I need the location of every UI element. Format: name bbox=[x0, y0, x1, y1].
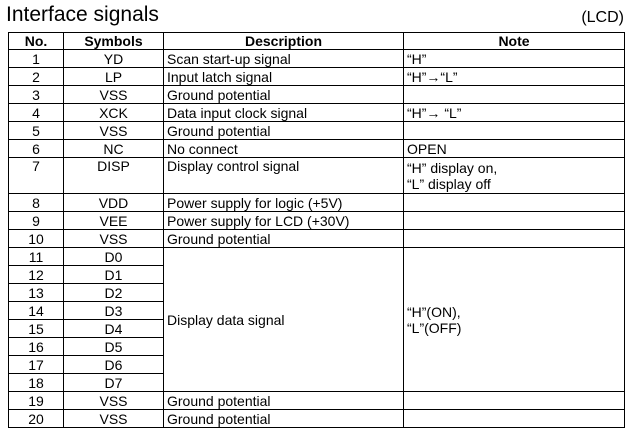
table-row bbox=[9, 104, 625, 122]
pin-symbol: VDD bbox=[64, 194, 164, 212]
pin-symbol: D5 bbox=[64, 338, 164, 356]
pin-symbol: YD bbox=[64, 50, 164, 68]
header-description: Description bbox=[164, 33, 404, 50]
pin-description: Display control signal bbox=[164, 158, 404, 194]
pin-symbol: VSS bbox=[64, 410, 164, 428]
pin-note: OPEN bbox=[404, 140, 625, 158]
pin-symbol: DISP bbox=[64, 158, 164, 194]
unit-label: (LCD) bbox=[581, 9, 624, 26]
table-row bbox=[9, 194, 625, 212]
header-no: No. bbox=[9, 33, 64, 50]
pin-symbol: NC bbox=[64, 140, 164, 158]
pin-description: Input latch signal bbox=[164, 68, 404, 86]
pin-description: Ground potential bbox=[164, 230, 404, 248]
data-signal-description: Display data signal bbox=[164, 248, 404, 392]
pin-number: 12 bbox=[9, 266, 64, 284]
table-row bbox=[9, 410, 625, 428]
pin-number: 14 bbox=[9, 302, 64, 320]
pin-description: Power supply for logic (+5V) bbox=[164, 194, 404, 212]
pin-number: 8 bbox=[9, 194, 64, 212]
pin-description: Power supply for LCD (+30V) bbox=[164, 212, 404, 230]
pin-symbol: D7 bbox=[64, 374, 164, 392]
pin-symbol: D4 bbox=[64, 320, 164, 338]
table-row bbox=[9, 122, 625, 140]
pin-note bbox=[404, 122, 625, 140]
table-row bbox=[9, 140, 625, 158]
header-note: Note bbox=[404, 33, 625, 50]
pin-number: 11 bbox=[9, 248, 64, 266]
pin-note bbox=[404, 212, 625, 230]
table-row bbox=[9, 230, 625, 248]
pin-number: 18 bbox=[9, 374, 64, 392]
table-row bbox=[9, 248, 625, 266]
pin-symbol: VSS bbox=[64, 86, 164, 104]
pin-symbol: XCK bbox=[64, 104, 164, 122]
pin-number: 6 bbox=[9, 140, 64, 158]
table-row bbox=[9, 212, 625, 230]
pin-number: 4 bbox=[9, 104, 64, 122]
pin-description: Ground potential bbox=[164, 122, 404, 140]
pin-description: No connect bbox=[164, 140, 404, 158]
pin-number: 19 bbox=[9, 392, 64, 410]
pin-note: “H” bbox=[404, 50, 625, 68]
pin-note: “H”→ “L” bbox=[404, 104, 625, 122]
pin-number: 13 bbox=[9, 284, 64, 302]
pin-symbol: D6 bbox=[64, 356, 164, 374]
table-header-row bbox=[9, 33, 625, 50]
table-row bbox=[9, 392, 625, 410]
pin-symbol: VEE bbox=[64, 212, 164, 230]
pin-symbol: VSS bbox=[64, 392, 164, 410]
pin-note bbox=[404, 230, 625, 248]
pin-description: Ground potential bbox=[164, 86, 404, 104]
pin-symbol: D1 bbox=[64, 266, 164, 284]
note-line: “H” display on, bbox=[407, 159, 498, 176]
pin-description: Scan start-up signal bbox=[164, 50, 404, 68]
pin-number: 15 bbox=[9, 320, 64, 338]
pin-number: 10 bbox=[9, 230, 64, 248]
header-symbols: Symbols bbox=[64, 33, 164, 50]
pin-symbol: D2 bbox=[64, 284, 164, 302]
pin-symbol: VSS bbox=[64, 230, 164, 248]
table-row bbox=[9, 158, 625, 194]
note-line: “L” display off bbox=[407, 175, 491, 192]
pin-symbol: LP bbox=[64, 68, 164, 86]
pin-symbol: VSS bbox=[64, 122, 164, 140]
page-title: Interface signals bbox=[6, 3, 159, 26]
pin-number: 3 bbox=[9, 86, 64, 104]
pin-number: 17 bbox=[9, 356, 64, 374]
table-row bbox=[9, 86, 625, 104]
data-signal-note bbox=[404, 248, 625, 392]
pin-description: Ground potential bbox=[164, 392, 404, 410]
pin-description: Ground potential bbox=[164, 410, 404, 428]
pin-note bbox=[404, 410, 625, 428]
pin-note bbox=[404, 392, 625, 410]
note-line: “L”(OFF) bbox=[407, 319, 462, 336]
pin-number: 9 bbox=[9, 212, 64, 230]
pin-note bbox=[404, 158, 625, 194]
pin-number: 5 bbox=[9, 122, 64, 140]
pin-description: Data input clock signal bbox=[164, 104, 404, 122]
table-row bbox=[9, 68, 625, 86]
pin-symbol: D0 bbox=[64, 248, 164, 266]
note-line: “H”(ON), bbox=[407, 303, 461, 320]
pin-number: 1 bbox=[9, 50, 64, 68]
pin-note bbox=[404, 86, 625, 104]
pin-symbol: D3 bbox=[64, 302, 164, 320]
interface-signals-table bbox=[8, 32, 625, 428]
pin-number: 16 bbox=[9, 338, 64, 356]
pin-note: “H”→“L” bbox=[404, 68, 625, 86]
pin-note bbox=[404, 194, 625, 212]
table-row bbox=[9, 50, 625, 68]
pin-number: 2 bbox=[9, 68, 64, 86]
pin-number: 20 bbox=[9, 410, 64, 428]
pin-number: 7 bbox=[9, 158, 64, 194]
